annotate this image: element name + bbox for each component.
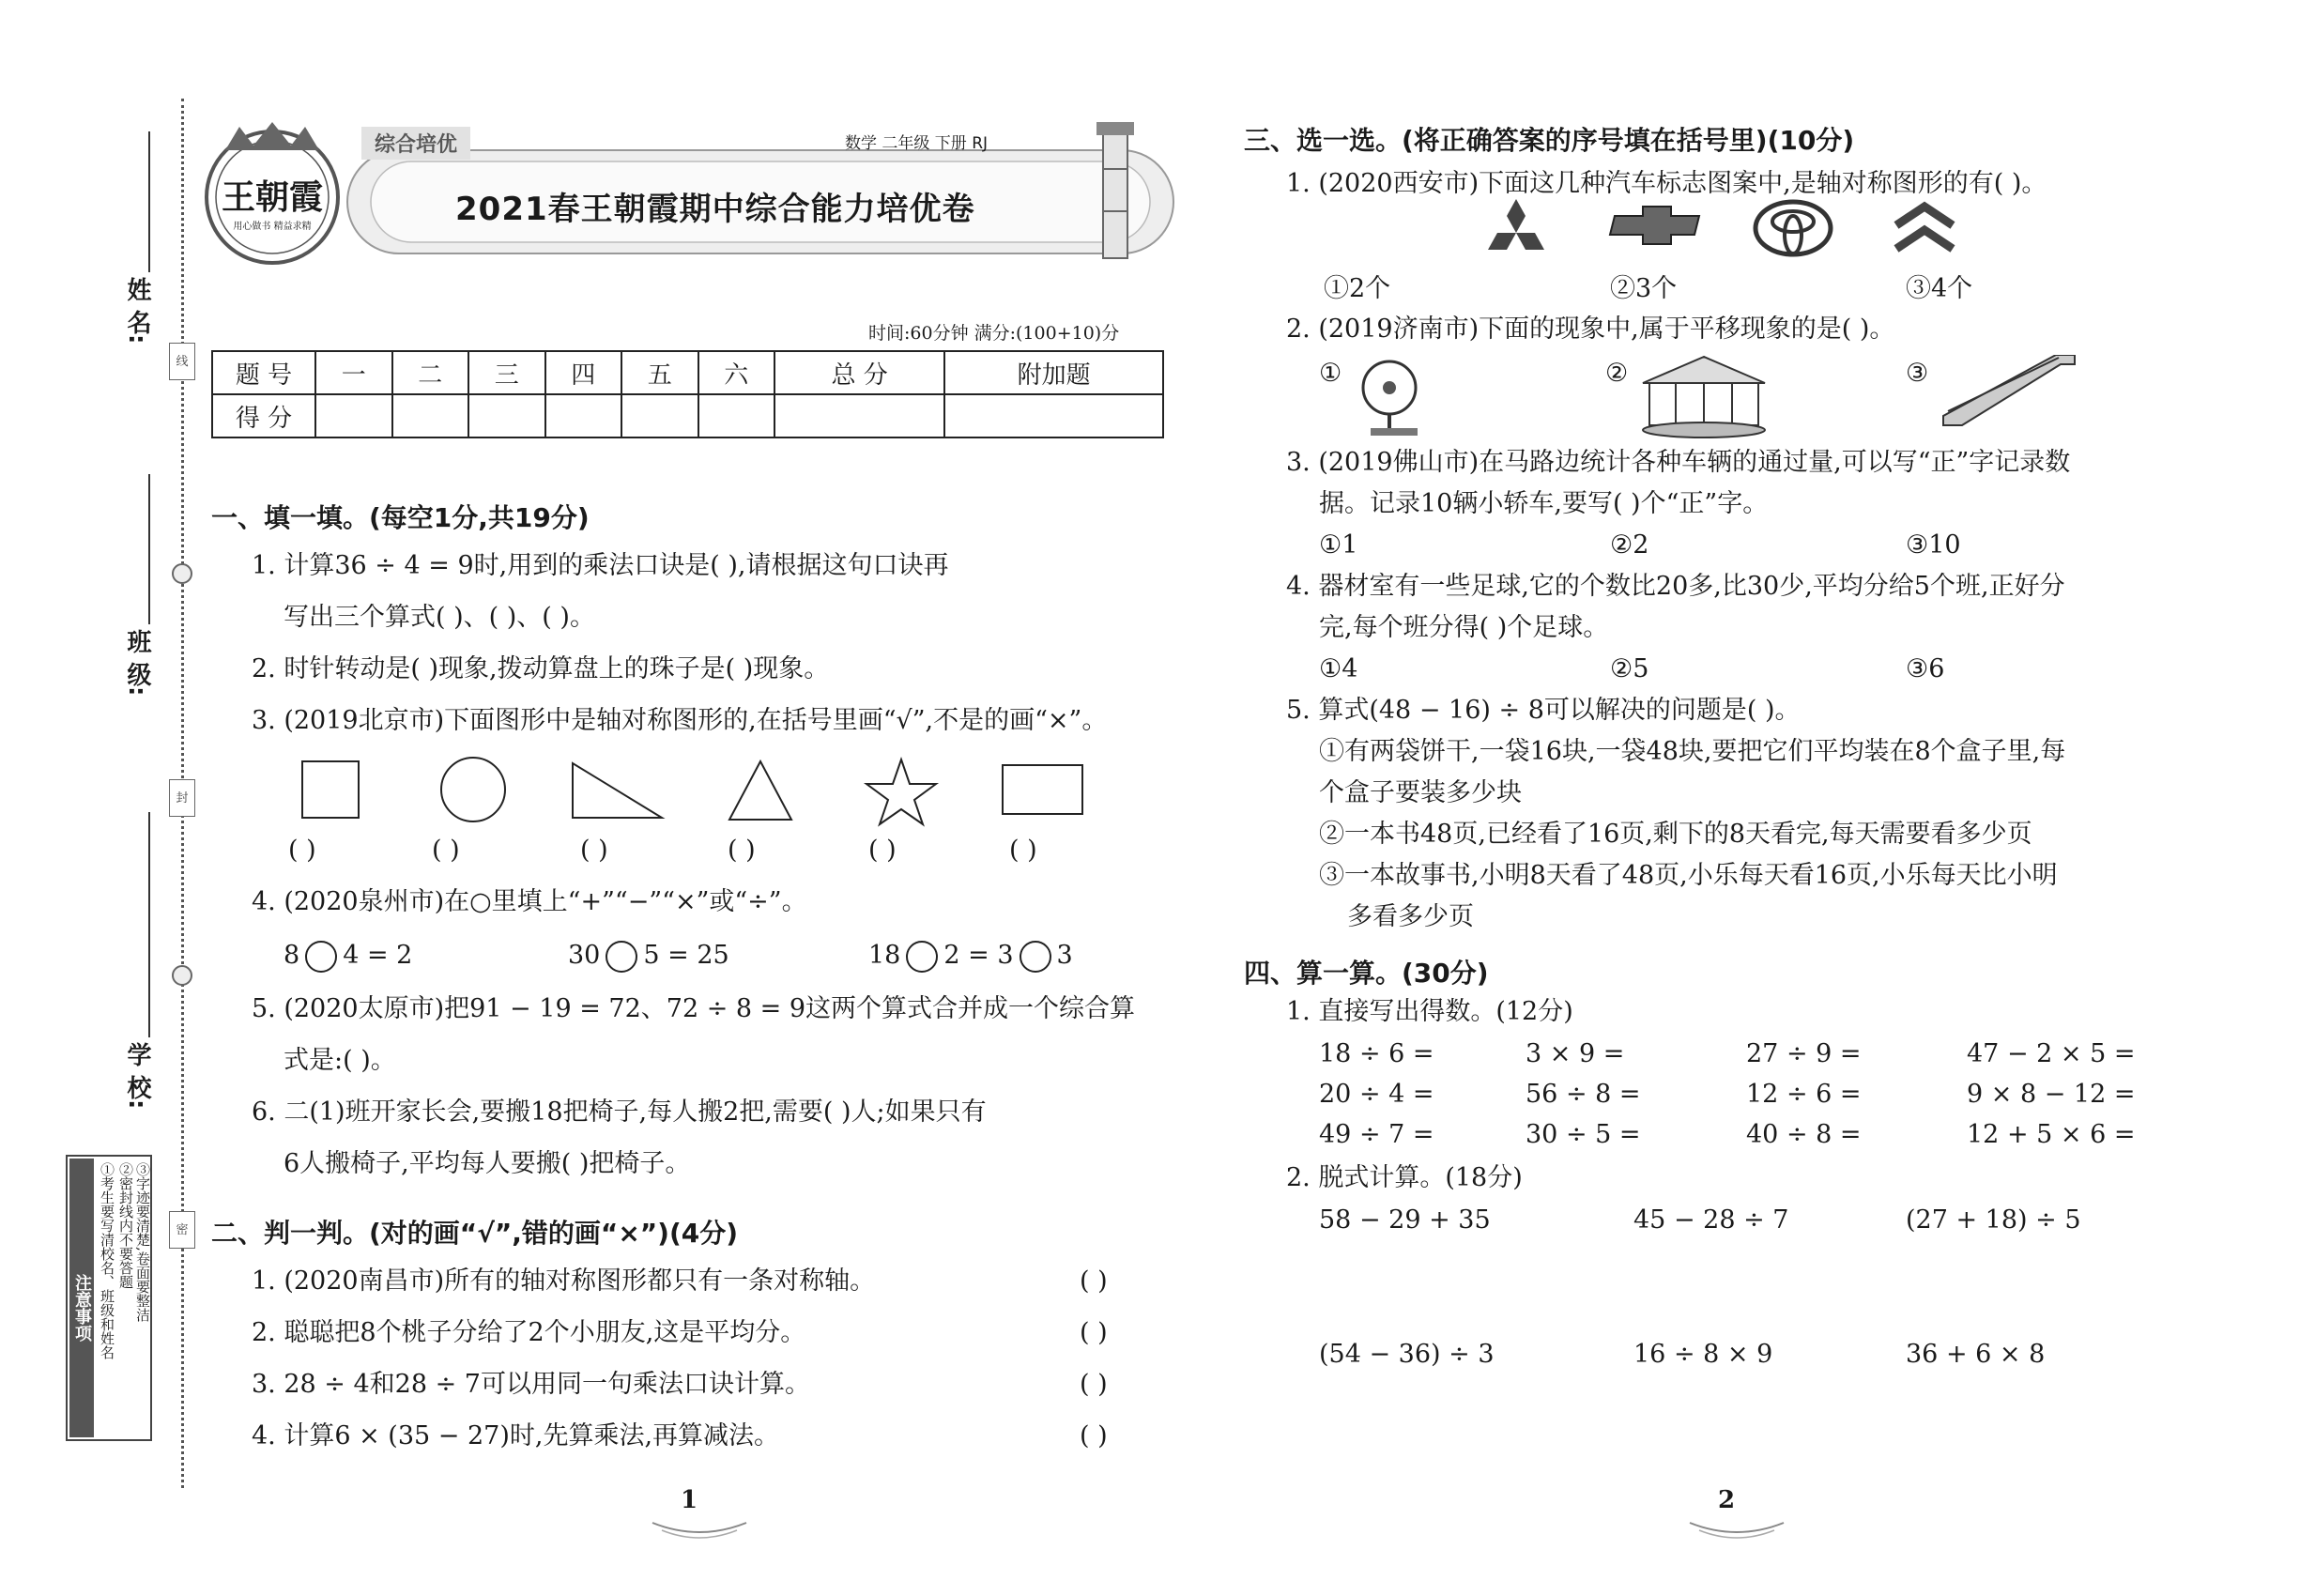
s3-q1: 1. (2020西安市)下面这几种汽车标志图案中,是轴对称图形的有( )。 bbox=[1286, 169, 2047, 198]
expr-operand: 8 bbox=[284, 941, 300, 970]
class-line bbox=[148, 474, 150, 624]
s1-q3-answer-6[interactable]: ( ) bbox=[1009, 836, 1037, 865]
seal-mark-2: 封 bbox=[169, 779, 195, 817]
score-header-cell: 题 号 bbox=[212, 351, 315, 394]
s3-q3-option-2: ②2 bbox=[1610, 530, 1649, 560]
s3-q1-option-2: ②3个 bbox=[1610, 274, 1678, 303]
s3-q4-option-2: ②5 bbox=[1610, 654, 1649, 683]
score-header-cell: 五 bbox=[621, 351, 698, 394]
s1-q3-answer-5[interactable]: ( ) bbox=[868, 836, 897, 865]
oral-calc-item: 47 − 2 × 5 = bbox=[1967, 1039, 2136, 1068]
s1-q6-line1: 6. 二(1)班开家长会,要搬18把椅子,每人搬2把,需要( )人;如果只有 bbox=[252, 1097, 987, 1127]
s3-q5-option-2: ②一本书48页,已经看了16页,剩下的8天看完,每天需要看多少页 bbox=[1319, 820, 2032, 849]
s3-q4-option-1: ①4 bbox=[1319, 654, 1358, 683]
operator-circle[interactable] bbox=[606, 941, 637, 973]
s3-q3-line2: 据。记录10辆小轿车,要写( )个“正”字。 bbox=[1319, 489, 1769, 518]
s3-q3-line1: 3. (2019佛山市)在马路边统计各种车辆的通过量,可以写“正”字记录数 bbox=[1286, 448, 2071, 477]
step-calc-item: 45 − 28 ÷ 7 bbox=[1633, 1205, 1789, 1235]
oral-calc-item: 12 ÷ 6 = bbox=[1746, 1080, 1862, 1109]
score-cell[interactable] bbox=[944, 394, 1163, 437]
star-shape bbox=[866, 760, 936, 824]
s1-q5-line1: 5. (2020太原市)把91 − 19 = 72、72 ÷ 8 = 9这两个算式合并成一个综合算 bbox=[252, 994, 1136, 1023]
s3-q4-line2: 完,每个班分得( )个足球。 bbox=[1319, 613, 1609, 642]
s1-q4-expr-2 bbox=[568, 939, 729, 973]
s4-q2: 2. 脱式计算。(18分) bbox=[1286, 1163, 1523, 1192]
class-label: 班 级: bbox=[123, 629, 151, 697]
s3-q4-option-3: ③6 bbox=[1906, 654, 1945, 683]
car-logos bbox=[1483, 197, 2065, 272]
expr-operand: 30 bbox=[568, 941, 601, 970]
s1-q3-shapes bbox=[282, 756, 1183, 831]
s4-q1: 1. 直接写出得数。(12分) bbox=[1286, 997, 1573, 1026]
time-info: 时间:60分钟 满分:(100+10)分 bbox=[868, 323, 1120, 344]
footer-ornament-2 bbox=[1685, 1513, 1788, 1542]
footer-ornament-1 bbox=[648, 1513, 751, 1542]
carousel-icon bbox=[1638, 355, 1770, 439]
section-3-title: 三、选一选。(将正确答案的序号填在括号里)(10分) bbox=[1244, 125, 1855, 156]
notice-item-3: ③字迹要清楚,卷面要整洁 bbox=[134, 1162, 151, 1322]
notice-title: 注意事项 bbox=[69, 1159, 94, 1437]
section-1-title: 一、填一填。(每空1分,共19分) bbox=[211, 502, 590, 533]
expr-operand: 3 bbox=[1056, 941, 1073, 970]
oral-calc-item: 40 ÷ 8 = bbox=[1746, 1120, 1862, 1149]
expr-operand: 2 = 3 bbox=[943, 941, 1014, 970]
oral-calc-item: 27 ÷ 9 = bbox=[1746, 1039, 1862, 1068]
s1-q3: 3. (2019北京市)下面图形中是轴对称图形的,在括号里画“√”,不是的画“×”。 bbox=[252, 706, 1108, 735]
step-calc-item: (54 − 36) ÷ 3 bbox=[1319, 1340, 1495, 1369]
score-cell[interactable] bbox=[698, 394, 775, 437]
score-cell[interactable] bbox=[315, 394, 392, 437]
school-line bbox=[148, 812, 150, 1037]
ring-icon-1 bbox=[172, 563, 192, 584]
notice-item-2: ②密封线内不要答题 bbox=[117, 1162, 134, 1289]
oral-calc-item: 56 ÷ 8 = bbox=[1526, 1080, 1641, 1109]
s3-q4-line1: 4. 器材室有一些足球,它的个数比20多,比30少,平均分给5个班,正好分 bbox=[1286, 572, 2065, 601]
score-table bbox=[211, 350, 1164, 438]
rectangle-shape bbox=[1003, 765, 1082, 814]
name-line bbox=[148, 131, 150, 272]
s2-item-3: 3. 28 ÷ 4和28 ÷ 7可以用同一句乘法口诀计算。 bbox=[252, 1370, 810, 1399]
circle-shape bbox=[441, 758, 505, 821]
page-number-1: 1 bbox=[681, 1486, 698, 1514]
oral-calc-item: 9 × 8 − 12 = bbox=[1967, 1080, 2136, 1109]
logo-text: 王朝霞 bbox=[221, 177, 323, 217]
score-header-cell: 总 分 bbox=[774, 351, 944, 394]
score-header-cell: 附加题 bbox=[944, 351, 1163, 394]
score-header-cell: 三 bbox=[468, 351, 545, 394]
right-triangle-shape bbox=[573, 763, 662, 818]
s1-q5-line2: 式是:( )。 bbox=[284, 1046, 396, 1075]
s3-q2-mark-3: ③ bbox=[1906, 359, 1929, 388]
header-banner bbox=[197, 122, 1183, 272]
step-calc-item: 16 ÷ 8 × 9 bbox=[1633, 1340, 1773, 1369]
operator-circle[interactable] bbox=[305, 941, 337, 973]
square-shape bbox=[302, 761, 359, 818]
score-cell[interactable] bbox=[545, 394, 622, 437]
s1-q4-expr-3 bbox=[868, 939, 1073, 973]
score-header-cell: 六 bbox=[698, 351, 775, 394]
score-header-cell: 四 bbox=[545, 351, 622, 394]
oral-calc-item: 3 × 9 = bbox=[1526, 1039, 1625, 1068]
citroen-logo bbox=[1896, 207, 1953, 249]
school-label: 学 校: bbox=[123, 1042, 151, 1110]
score-cell[interactable] bbox=[774, 394, 944, 437]
triangle-shape bbox=[729, 761, 791, 820]
s1-q6-line2: 6人搬椅子,平均每人要搬( )把椅子。 bbox=[284, 1149, 691, 1178]
oral-calc-item: 12 + 5 × 6 = bbox=[1967, 1120, 2136, 1149]
oral-calc-item: 49 ÷ 7 = bbox=[1319, 1120, 1434, 1149]
s1-q3-answer-2[interactable]: ( ) bbox=[432, 836, 460, 865]
s1-q3-answer-1[interactable]: ( ) bbox=[288, 836, 316, 865]
s2-item-1: 1. (2020南昌市)所有的轴对称图形都只有一条对称轴。 bbox=[252, 1266, 876, 1296]
ring-icon-2 bbox=[172, 965, 192, 986]
s1-q3-answer-3[interactable]: ( ) bbox=[580, 836, 608, 865]
s2-answer-3[interactable]: ( ) bbox=[1080, 1370, 1108, 1399]
subject-meta: 数学 二年级 下册 RJ bbox=[845, 134, 989, 153]
section-4-title: 四、算一算。(30分) bbox=[1244, 958, 1489, 989]
name-label: 姓 名: bbox=[123, 277, 151, 345]
chevrolet-logo bbox=[1610, 207, 1699, 244]
oral-calc-item: 20 ÷ 4 = bbox=[1319, 1080, 1434, 1109]
s3-q5-option-3-line2: 多看多少页 bbox=[1347, 902, 1474, 931]
s3-q5-option-1-line1: ①有两袋饼干,一袋16块,一袋48块,要把它们平均装在8个盒子里,每 bbox=[1319, 737, 2066, 766]
score-cell[interactable] bbox=[392, 394, 469, 437]
score-cell[interactable] bbox=[468, 394, 545, 437]
s3-q5-option-3-line1: ③一本故事书,小明8天看了48页,小乐每天看16页,小乐每天比小明 bbox=[1319, 861, 2058, 890]
s2-item-2: 2. 聪聪把8个桃子分给了2个小朋友,这是平均分。 bbox=[252, 1318, 806, 1347]
s2-answer-2[interactable]: ( ) bbox=[1080, 1318, 1108, 1347]
s1-q4-expr-1 bbox=[284, 939, 412, 973]
step-calc-item: (27 + 18) ÷ 5 bbox=[1906, 1205, 2081, 1235]
s3-q5-option-1-line2: 个盒子要装多少块 bbox=[1319, 778, 1522, 807]
escalator-icon bbox=[1939, 355, 2079, 430]
s3-q2-mark-2: ② bbox=[1605, 359, 1629, 388]
score-cell[interactable] bbox=[621, 394, 698, 437]
oral-calc-item: 30 ÷ 5 = bbox=[1526, 1120, 1641, 1149]
oral-calc-item: 18 ÷ 6 = bbox=[1319, 1039, 1434, 1068]
s3-q1-option-3: ③4个 bbox=[1906, 274, 1973, 303]
score-header-cell: 一 bbox=[315, 351, 392, 394]
page-number-2: 2 bbox=[1718, 1486, 1736, 1514]
logo-subtitle: 用心做书 精益求精 bbox=[233, 222, 312, 232]
s2-answer-1[interactable]: ( ) bbox=[1080, 1266, 1108, 1296]
s3-q2-mark-1: ① bbox=[1319, 359, 1342, 388]
s1-q1-line2: 写出三个算式( )、( )、( )。 bbox=[284, 603, 595, 632]
page-title: 2021春王朝霞期中综合能力培优卷 bbox=[455, 191, 975, 228]
step-calc-item: 36 + 6 × 8 bbox=[1906, 1340, 2046, 1369]
expr-operand: 5 = 25 bbox=[643, 941, 729, 970]
fan-icon bbox=[1352, 355, 1436, 439]
step-calc-item: 58 − 29 + 35 bbox=[1319, 1205, 1491, 1235]
s1-q1-line1: 1. 计算36 ÷ 4 = 9时,用到的乘法口诀是( ),请根据这句口诀再 bbox=[252, 551, 949, 580]
s2-answer-4[interactable]: ( ) bbox=[1080, 1421, 1108, 1450]
section-2-title: 二、判一判。(对的画“√”,错的画“×”)(4分) bbox=[211, 1218, 739, 1249]
mitsubishi-logo bbox=[1488, 199, 1544, 250]
s3-q3-option-1: ①1 bbox=[1319, 530, 1358, 560]
toyota-logo bbox=[1756, 202, 1831, 254]
badge: 综合培优 bbox=[361, 127, 470, 160]
operator-circle[interactable] bbox=[906, 941, 938, 973]
s2-item-4: 4. 计算6 × (35 − 27)时,先算乘法,再算减法。 bbox=[252, 1421, 780, 1450]
seal-mark-3: 密 bbox=[169, 1211, 195, 1249]
score-row-label: 得 分 bbox=[212, 394, 315, 437]
operator-circle[interactable] bbox=[1020, 941, 1051, 973]
s1-q2: 2. 时针转动是( )现象,拨动算盘上的珠子是( )现象。 bbox=[252, 654, 830, 683]
s3-q5: 5. 算式(48 − 16) ÷ 8可以解决的问题是( )。 bbox=[1286, 696, 1801, 725]
expr-operand: 18 bbox=[868, 941, 901, 970]
s3-q3-option-3: ③10 bbox=[1906, 530, 1961, 560]
seal-mark-1: 线 bbox=[169, 343, 195, 380]
notice-box bbox=[66, 1155, 152, 1441]
notice-item-1: ①考生要写清校名、班级和姓名 bbox=[99, 1162, 115, 1359]
expr-operand: 4 = 2 bbox=[343, 941, 413, 970]
s1-q3-answer-4[interactable]: ( ) bbox=[728, 836, 756, 865]
s3-q2: 2. (2019济南市)下面的现象中,属于平移现象的是( )。 bbox=[1286, 315, 1895, 344]
score-header-cell: 二 bbox=[392, 351, 469, 394]
s3-q1-option-1: ①2个 bbox=[1324, 274, 1391, 303]
s1-q4: 4. (2020泉州市)在○里填上“+”“−”“×”或“÷”。 bbox=[252, 887, 807, 916]
